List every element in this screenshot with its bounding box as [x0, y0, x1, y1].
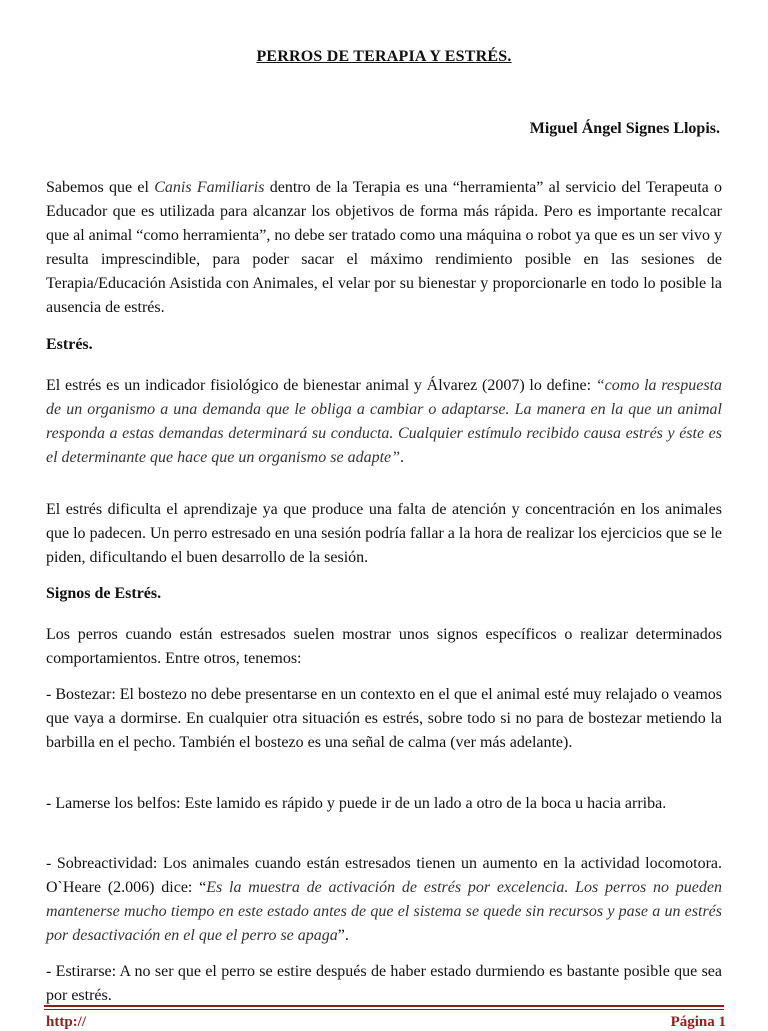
heading-stress: Estrés.: [46, 336, 93, 353]
footer-link[interactable]: http://: [46, 1014, 87, 1030]
sign-over-text-c: ”.: [337, 927, 349, 944]
footer-rule: [44, 1005, 724, 1007]
stress-def-quote: “como la respuesta de un organismo a una demanda que le obliga a cambiar o adaptarse. La manera en la que un animal responda a estas demandas determinará su conducta. Cualquier estímulo recibido causa estrés y éste es el determinante que hace que un organismo se adapte”: [46, 377, 722, 466]
footer-rule-thin: [44, 1009, 724, 1010]
intro-italic: Canis Familiaris: [154, 179, 265, 196]
document-title: PERROS DE TERAPIA Y ESTRÉS.: [256, 48, 512, 65]
sign-lick-paragraph: - Lamerse los belfos: Este lamido es rápido y puede ir de un lado a otro de la boca u hacia arriba.: [46, 795, 667, 812]
page-number: Página 1: [670, 1014, 726, 1030]
stress-definition-paragraph: [46, 374, 722, 470]
intro-text-a: Sabemos que el: [46, 179, 155, 196]
heading-signs: Signos de Estrés.: [46, 585, 162, 602]
signs-intro-paragraph: Los perros cuando están estresados suelen mostrar unos signos específicos o realizar determinados comportamientos. Entre otros, tenemos:: [46, 626, 722, 667]
stress-def-text-a: El estrés es un indicador fisiológico de bienestar animal y Álvarez (2007) lo define:: [46, 377, 596, 394]
stress-def-text-c: .: [400, 449, 405, 466]
sign-stretch-paragraph: - Estirarse: A no ser que el perro se estire después de haber estado durmiendo es bastante posible que sea por estrés.: [46, 963, 722, 1004]
sign-over-quote: Es la muestra de activación de estrés por excelencia. Los perros no pueden mantenerse mucho tiempo en este estado antes de que el sistema se quede sin recursos y pase a un estrés por desactivación en el que el perro se apaga: [46, 879, 723, 944]
sign-yawn-paragraph: - Bostezar: El bostezo no debe presentarse en un contexto en el que el animal esté muy relajado o veamos que vaya a dormirse. En cualquier otra situación es estrés, sobre todo si no para de bostezar metiendo la barbilla en el pecho. También el bostezo es una señal de calma (ver más adelante).: [46, 686, 722, 751]
sign-overactivity-paragraph: [46, 852, 722, 948]
author-name: Miguel Ángel Signes Llopis.: [529, 120, 720, 137]
stress-learning-paragraph: El estrés dificulta el aprendizaje ya que produce una falta de atención y concentración en los animales que lo padecen. Un perro estresado en una sesión podría fallar a la hora de realizar los ejercicios que se le piden, dificultando el buen desarrollo de la sesión.: [46, 501, 722, 566]
intro-paragraph: [46, 176, 722, 320]
intro-text-c: dentro de la Terapia es una “herramienta” al servicio del Terapeuta o Educador que es utilizada para alcanzar los objetivos de forma más rápida. Pero es importante recalcar que al animal “como herramienta”, no debe ser tratado como una máquina o robot ya que es un ser vivo y resulta imprescindible, para poder sacar el máximo rendimiento posible en las sesiones de Terapia/Educación Asistida con Animales, el velar por su bienestar y proporcionarle en todo lo posible la ausencia de estrés.: [46, 179, 723, 316]
sign-over-text-a: - Sobreactividad: Los animales cuando están estresados tienen un aumento en la actividad locomotora. O`Heare (2.006) dice: “: [46, 855, 722, 896]
